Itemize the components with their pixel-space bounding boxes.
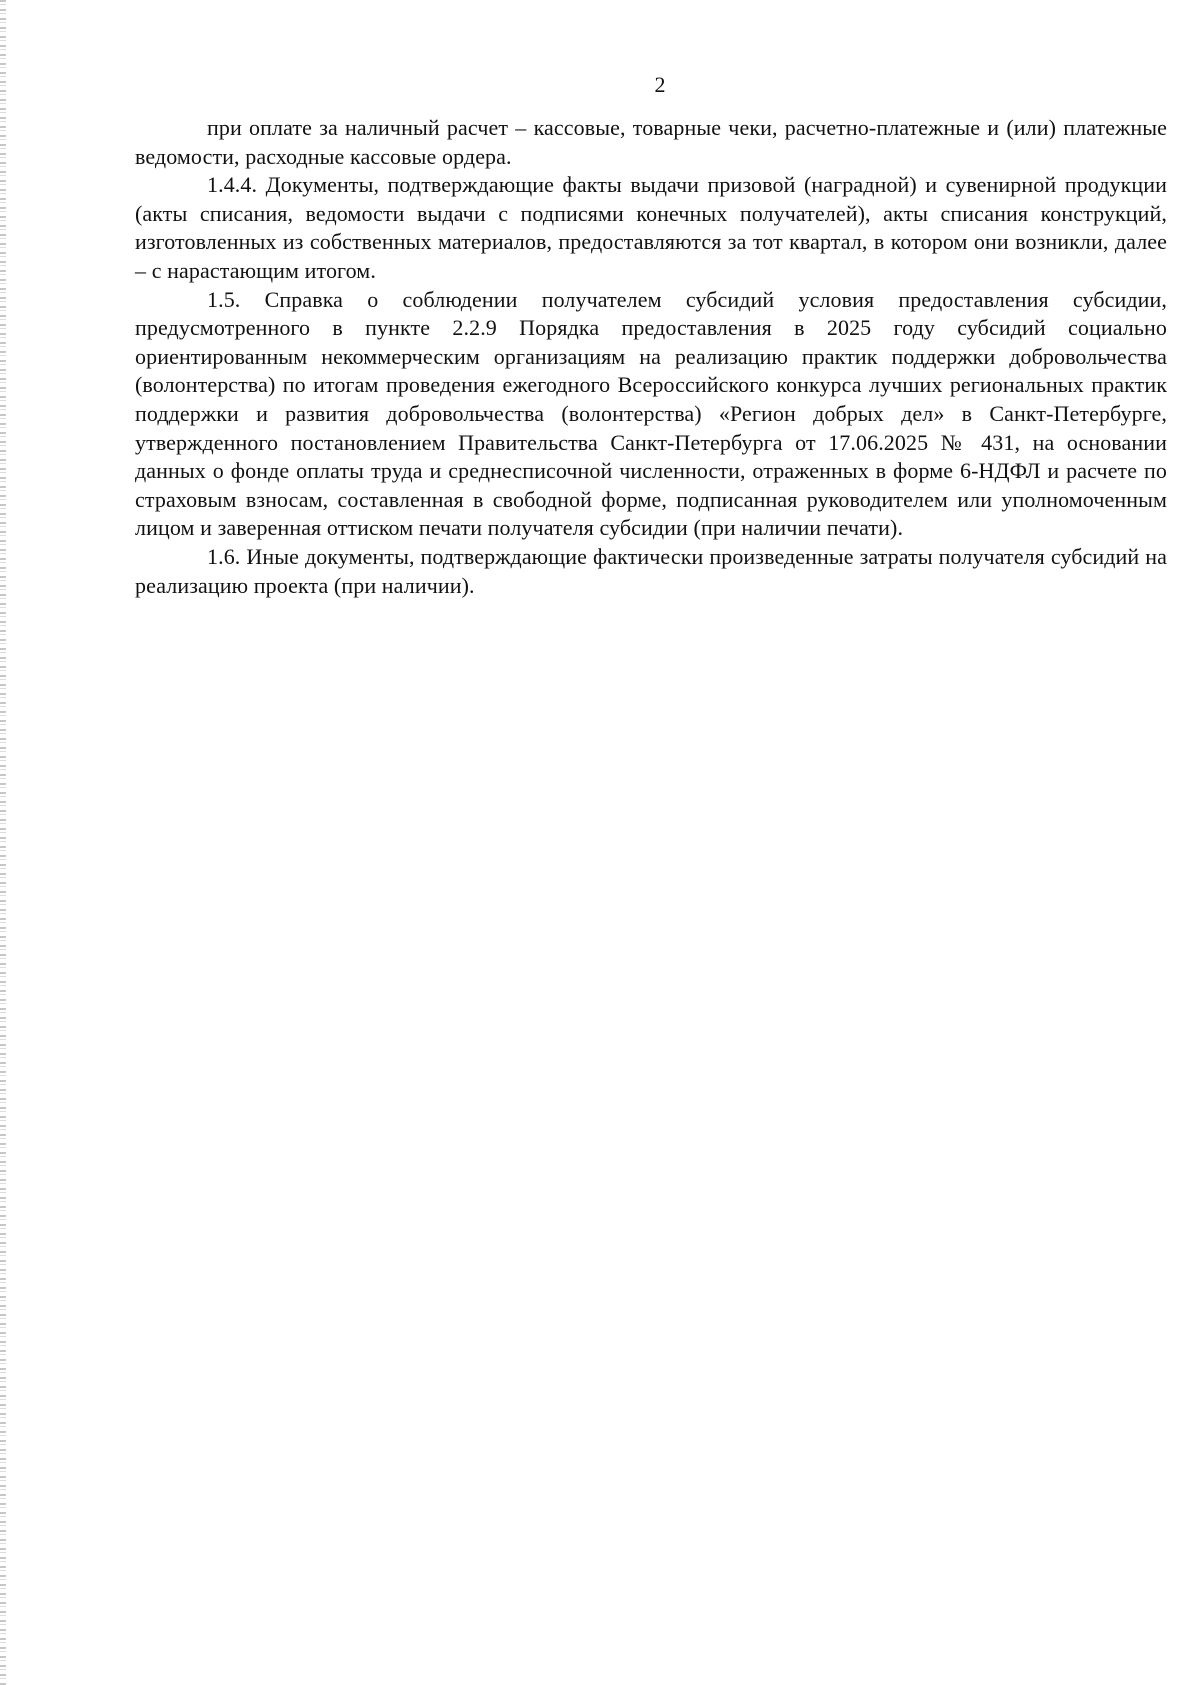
paragraph-payment-documents: при оплате за наличный расчет – кассовые, товарные чеки, расчетно-платежные и (или) платежные ведомости, расходные кассовые ордера. — [135, 115, 1167, 169]
page-number: 2 — [654, 72, 666, 97]
paragraph-1-6: 1.6. Иные документы, подтверждающие фактически произведенные затраты получателя субсидий на реализацию проекта (при наличии). — [135, 543, 1167, 598]
paragraph-1-5: 1.5. Справка о соблюдении получателем субсидий условия предоставления субсидии, предусмотренного в пункте 2.2.9 Порядка предоставления в 2025 году субсидий социально ориентированным некоммерческим организациям на реализацию практик поддержки добровольчества (волонтерства) по итогам проведения ежегодного Всероссийского конкурса лучших региональных практик поддержки и развития добровольчества (волонтерства) «Регион добрых дел» в Санкт-Петербурге, утвержденного постановлением Правительства Санкт-Петербурга от 17.06.2025 № 431, на основании данных о фонде оплаты труда и среднесписочной численности, отраженных в форме 6-НДФЛ и расчете по страховым взносам, составленная в свободной форме, подписанная руководителем или уполномоченным лицом и заверенная оттиском печати получателя субсидии (при наличии печати). — [135, 286, 1167, 541]
document-body — [135, 114, 1167, 600]
paragraph-1-4-4: 1.4.4. Документы, подтверждающие факты выдачи призовой (наградной) и сувенирной продукции (акты списания, ведомости выдачи с подписями конечных получателей), акты списания конструкций, изготовленных из собственных материалов, предоставляются за тот квартал, в котором они возникли, далее – с нарастающим итогом. — [135, 172, 1167, 283]
scan-edge-artifact — [0, 0, 6, 1685]
